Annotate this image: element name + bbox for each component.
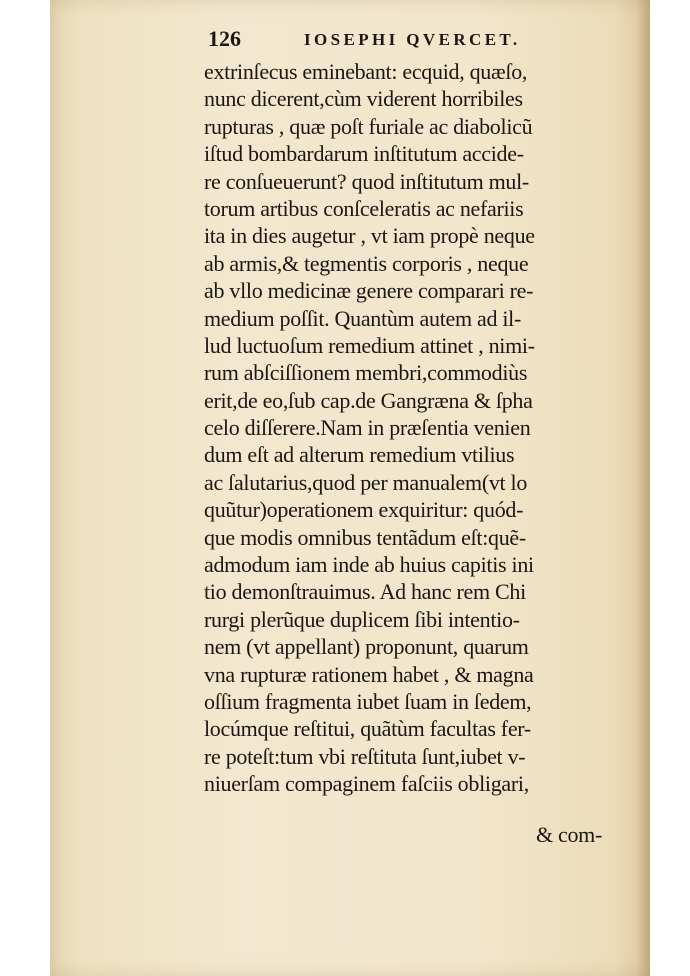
text-line: quũtur)operationem exquiritur: quód- bbox=[204, 497, 524, 523]
text-line: erit,de eo,ſub cap.de Gangræna & ſpha bbox=[204, 387, 533, 413]
text-line: iſtud bombardarum inſtitutum accide- bbox=[204, 141, 524, 167]
text-line: dum eſt ad alterum remedium vtilius bbox=[204, 442, 515, 468]
text-line: admodum iam inde ab huius capitis ini bbox=[204, 552, 534, 578]
text-line: re poteſt:tum vbi reſtituta ſunt,iubet v- bbox=[204, 743, 526, 769]
text-line: rurgi plerũque duplicem ſibi intentio- bbox=[204, 606, 520, 632]
page-number: 126 bbox=[208, 26, 241, 51]
text-line: re conſueuerunt? quod inſtitutum mul- bbox=[204, 168, 529, 194]
text-line: lud luctuoſum remedium attinet , nimi- bbox=[204, 332, 535, 358]
text-line: ab armis,& tegmentis corporis , neque bbox=[204, 250, 529, 276]
text-line: tio demonſtrauimus. Ad hanc rem Chi bbox=[204, 579, 526, 605]
text-line: torum artibus conſceleratis ac nefariis bbox=[204, 195, 524, 221]
text-line: ac ſalutarius,quod per manualem(vt lo bbox=[204, 469, 528, 495]
running-head bbox=[208, 26, 608, 54]
catchword: & com- bbox=[536, 822, 603, 847]
text-line: nem (vt appellant) proponunt, quarum bbox=[204, 634, 529, 660]
body-text bbox=[204, 58, 614, 798]
text-line: que modis omnibus tentãdum eſt:quẽ- bbox=[204, 524, 526, 550]
text-line: ab vllo medicinæ genere comparari re- bbox=[204, 278, 534, 304]
text-line: niuerſam compaginem faſciis obligari, bbox=[204, 771, 529, 797]
text-line: extrinſecus eminebant: ecquid, quæſo, bbox=[204, 59, 528, 84]
text-line: rum abſciſſionem membri,commodiùs bbox=[204, 360, 528, 386]
text-line: oſſium fragmenta iubet ſuam in ſedem, bbox=[204, 688, 532, 714]
text-line: rupturas , quæ poſt furiale ac diabolicũ bbox=[204, 113, 533, 139]
text-line: celo diſſerere.Nam in præſentia venien bbox=[204, 415, 531, 441]
text-line: locúmque reſtitui, quãtùm facultas fer- bbox=[204, 716, 531, 742]
text-line: ita in dies augetur , vt iam propè neque bbox=[204, 223, 535, 249]
page-edge-shadow bbox=[636, 0, 650, 976]
text-line: vna rupturæ rationem habet , & magna bbox=[204, 661, 534, 687]
running-head-title: IOSEPHI QVERCET. bbox=[304, 30, 521, 49]
text-line: nunc dicerent,cùm viderent horribiles bbox=[204, 86, 523, 112]
text-line: medium poſſit. Quantùm autem ad il- bbox=[204, 305, 521, 331]
